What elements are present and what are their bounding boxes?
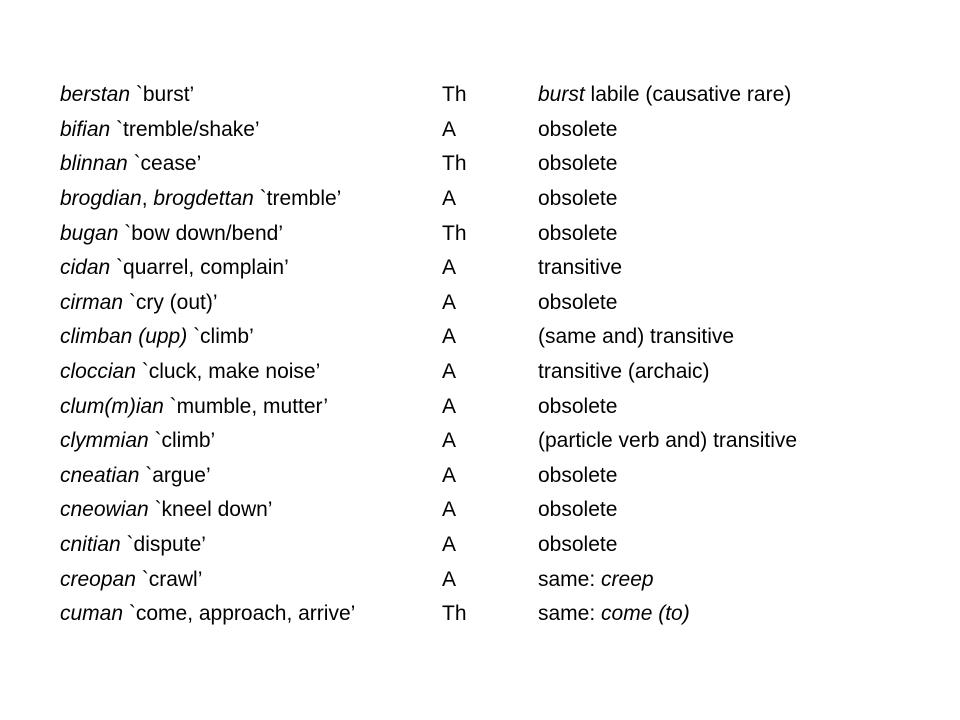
text-segment: transitive	[538, 256, 623, 280]
text-segment: obsolete	[538, 187, 618, 211]
table-row	[60, 424, 918, 459]
text-segment: (same and) transitive	[538, 325, 735, 349]
table-row	[60, 528, 918, 563]
table-row	[60, 286, 918, 321]
status-cell	[538, 320, 918, 355]
table-row	[60, 251, 918, 286]
italic-text: cidan	[60, 256, 111, 280]
text-segment: obsolete	[538, 463, 618, 487]
text-segment: `climb’	[187, 325, 254, 349]
class-cell: A	[442, 290, 457, 314]
verb-cell	[60, 355, 442, 390]
table-row	[60, 597, 918, 632]
verb-cell	[60, 113, 442, 148]
text-segment: `crawl’	[135, 567, 203, 591]
class-cell: A	[442, 360, 457, 384]
table-row	[60, 389, 918, 424]
verb-cell	[60, 424, 442, 459]
class-cell: A	[442, 325, 457, 349]
table-row	[60, 320, 918, 355]
text-segment: `tremble/shake’	[110, 117, 260, 141]
status-cell	[538, 389, 918, 424]
table-row	[60, 113, 918, 148]
table-row	[60, 216, 918, 251]
table-row	[60, 493, 918, 528]
status-cell	[538, 424, 918, 459]
verb-cell	[60, 459, 442, 494]
verb-cell	[60, 493, 442, 528]
verb-cell	[60, 389, 442, 424]
class-cell: A	[442, 429, 457, 453]
verb-table-body	[60, 78, 918, 632]
class-cell: A	[442, 187, 457, 211]
italic-text: cloccian	[60, 360, 136, 384]
class-cell: Th	[442, 602, 467, 626]
italic-text: cuman	[60, 602, 124, 626]
italic-text: cneowian	[60, 498, 149, 522]
class-cell: A	[442, 567, 457, 591]
text-segment: `cease’	[127, 152, 202, 176]
verb-cell	[60, 562, 442, 597]
italic-text: bifian	[60, 117, 111, 141]
class-cell: A	[442, 498, 457, 522]
text-segment: obsolete	[538, 498, 618, 522]
italic-text: creep	[601, 567, 654, 591]
status-cell	[538, 113, 918, 148]
verb-table	[60, 78, 918, 632]
italic-text: brogdian	[60, 187, 142, 211]
status-cell	[538, 597, 918, 632]
italic-text: bugan	[60, 221, 119, 245]
status-cell	[538, 251, 918, 286]
status-cell	[538, 493, 918, 528]
text-segment: `quarrel, complain’	[110, 256, 289, 280]
class-cell: A	[442, 256, 457, 280]
italic-text: cirman	[60, 290, 124, 314]
text-segment: ,	[141, 187, 154, 211]
table-row	[60, 182, 918, 217]
verb-cell	[60, 251, 442, 286]
verb-cell	[60, 182, 442, 217]
text-segment: obsolete	[538, 533, 618, 557]
class-cell: A	[442, 117, 457, 141]
text-segment: `come, approach, arrive’	[123, 602, 356, 626]
italic-text: creopan	[60, 567, 136, 591]
text-segment: same:	[538, 567, 602, 591]
verb-cell	[60, 216, 442, 251]
text-segment: `burst’	[130, 83, 195, 107]
table-row	[60, 147, 918, 182]
status-cell	[538, 355, 918, 390]
table-row	[60, 78, 918, 113]
status-cell	[538, 286, 918, 321]
class-cell: A	[442, 463, 457, 487]
status-cell	[538, 182, 918, 217]
class-cell: Th	[442, 152, 467, 176]
verb-cell	[60, 320, 442, 355]
italic-text: berstan	[60, 83, 131, 107]
italic-text: climban (upp)	[60, 325, 188, 349]
italic-text: come (to)	[601, 602, 690, 626]
verb-cell	[60, 78, 442, 113]
text-segment: `cry (out)’	[123, 290, 218, 314]
text-segment: `mumble, mutter’	[163, 394, 328, 418]
italic-text: clymmian	[60, 429, 149, 453]
text-segment: `dispute’	[120, 533, 206, 557]
table-row	[60, 562, 918, 597]
verb-cell	[60, 147, 442, 182]
class-cell: A	[442, 394, 457, 418]
text-segment: labile (causative rare)	[584, 83, 792, 107]
status-cell	[538, 528, 918, 563]
table-row	[60, 355, 918, 390]
verb-cell	[60, 286, 442, 321]
italic-text: blinnan	[60, 152, 128, 176]
text-segment: obsolete	[538, 152, 618, 176]
text-segment: `bow down/bend’	[118, 221, 284, 245]
text-segment: obsolete	[538, 394, 618, 418]
text-segment: obsolete	[538, 117, 618, 141]
status-cell	[538, 147, 918, 182]
text-segment: transitive (archaic)	[538, 360, 710, 384]
text-segment: `kneel down’	[148, 498, 273, 522]
italic-text: brogdettan	[153, 187, 254, 211]
text-segment: (particle verb and) transitive	[538, 429, 798, 453]
status-cell	[538, 78, 918, 113]
text-segment: same:	[538, 602, 602, 626]
table-row	[60, 459, 918, 494]
text-segment: `climb’	[148, 429, 216, 453]
text-segment: obsolete	[538, 290, 618, 314]
italic-text: cnitian	[60, 533, 121, 557]
text-segment: `tremble’	[253, 187, 342, 211]
class-cell: Th	[442, 83, 467, 107]
text-segment: `cluck, make noise’	[135, 360, 321, 384]
verb-cell	[60, 528, 442, 563]
status-cell	[538, 459, 918, 494]
italic-text: burst	[538, 83, 585, 107]
text-segment: `argue’	[139, 463, 211, 487]
class-cell: Th	[442, 221, 467, 245]
italic-text: clum(m)ian	[60, 394, 164, 418]
italic-text: cneatian	[60, 463, 140, 487]
class-cell: A	[442, 533, 457, 557]
status-cell	[538, 562, 918, 597]
status-cell	[538, 216, 918, 251]
verb-cell	[60, 597, 442, 632]
text-segment: obsolete	[538, 221, 618, 245]
